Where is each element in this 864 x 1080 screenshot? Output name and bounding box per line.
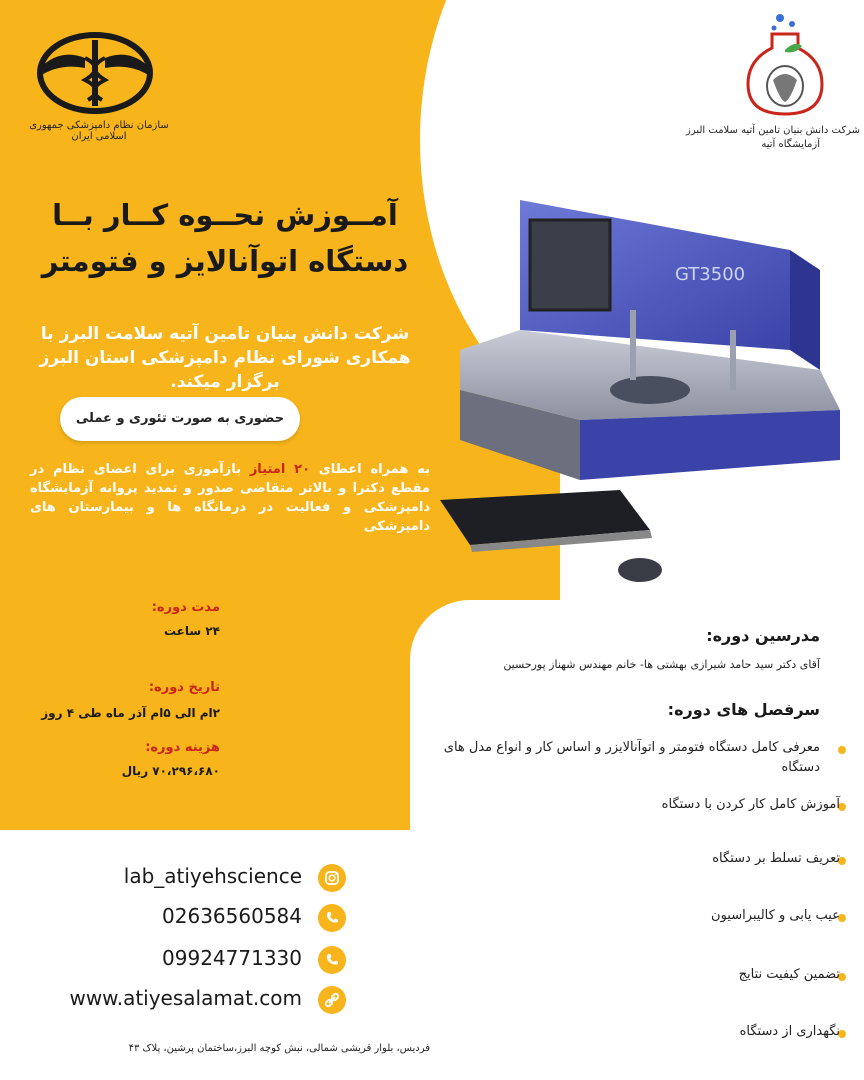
outline-bullet-icon — [838, 746, 846, 754]
lab-company-line: شرکت دانش بنیان تامین آتیه سلامت البرز — [686, 125, 860, 136]
teachers-heading: مدرسین دوره: — [706, 626, 820, 645]
points-highlight: ۲۰ امتیاز — [249, 462, 311, 477]
vet-council-logo-icon — [30, 28, 160, 118]
outline-item: آموزش کامل کار کردن با دستگاه — [661, 797, 840, 812]
address-text: فردیس، بلوار قریشی شمالی، نبش کوچه البرز،ساختمان پرشین، پلاک ۴۳ — [128, 1043, 430, 1054]
machine-model-label: GT3500 — [675, 264, 746, 285]
credit-points-text — [30, 460, 430, 536]
phone-number-2[interactable]: 09924771330 — [162, 946, 302, 970]
outline-item: تعریف تسلط بر دستگاه — [712, 851, 840, 866]
outline-heading: سرفصل های دوره: — [667, 700, 820, 719]
phone-icon — [318, 946, 346, 974]
website-link[interactable]: www.atiyesalamat.com — [69, 986, 302, 1010]
lab-company-name — [660, 124, 860, 152]
teachers-names: آقای دکتر سید حامد شیرازی بهشتی ها- خانم مهندس شهناز پورحسین — [503, 658, 820, 671]
points-before: به همراه اعطای — [318, 462, 431, 477]
outline-item: نگهداری از دستگاه — [739, 1024, 840, 1039]
outline-item: تضمین کیفیت نتایج — [738, 967, 840, 982]
outline-item: معرفی کامل دستگاه فتومتر و اتوآنالایزر و اساس کار و انواع مدل های دستگاه — [443, 740, 820, 775]
analyzer-machine-image — [430, 180, 850, 600]
duration-value: ۲۴ ساعت — [163, 624, 220, 638]
lab-name-line: آزمایشگاه آتیه — [761, 139, 820, 150]
title-line-2: دستگاه اتوآنالایز و فتومتر — [41, 244, 409, 278]
intro-text: شرکت دانش بنیان تامین آتیه سلامت البرز با همکاری شورای نظام دامپزشکی استان البرز برگزار میکند. — [39, 324, 411, 392]
phone-number-1[interactable]: 02636560584 — [162, 904, 302, 928]
page-title — [20, 192, 430, 284]
instagram-icon — [318, 864, 346, 892]
cost-label: هزینه دوره: — [145, 740, 220, 755]
date-label: تاریخ دوره: — [148, 680, 220, 695]
lab-flask-logo-icon — [740, 10, 830, 120]
title-line-1: آمــوزش نحــوه کــار بــا — [52, 198, 398, 232]
duration-label: مدت دوره: — [151, 600, 220, 615]
date-value: ۲ام الی ۵ام آذر ماه طی ۴ روز — [41, 706, 220, 720]
vet-council-name: سازمان نظام دامپزشکی جمهوری اسلامی ایران — [29, 120, 169, 142]
outline-item: عیب یابی و کالیبراسیون — [711, 908, 840, 923]
format-pill: حضوری به صورت تئوری و عملی — [60, 397, 300, 441]
link-icon — [318, 986, 346, 1014]
phone-icon — [318, 904, 346, 932]
points-after: بازآموزی برای اعضای نظام در مقطع دکترا و بالاتر متقاضی صدور و تمدید پروانه آزمایشگاه دامپزشکی و فعالیت در درمانگاه ها و بیمارستان های دامپزشکی — [30, 462, 430, 534]
cost-value: ۷۰،۲۹۶،۶۸۰ ریال — [121, 764, 220, 778]
instagram-handle[interactable]: lab_atiyehscience — [123, 864, 302, 888]
